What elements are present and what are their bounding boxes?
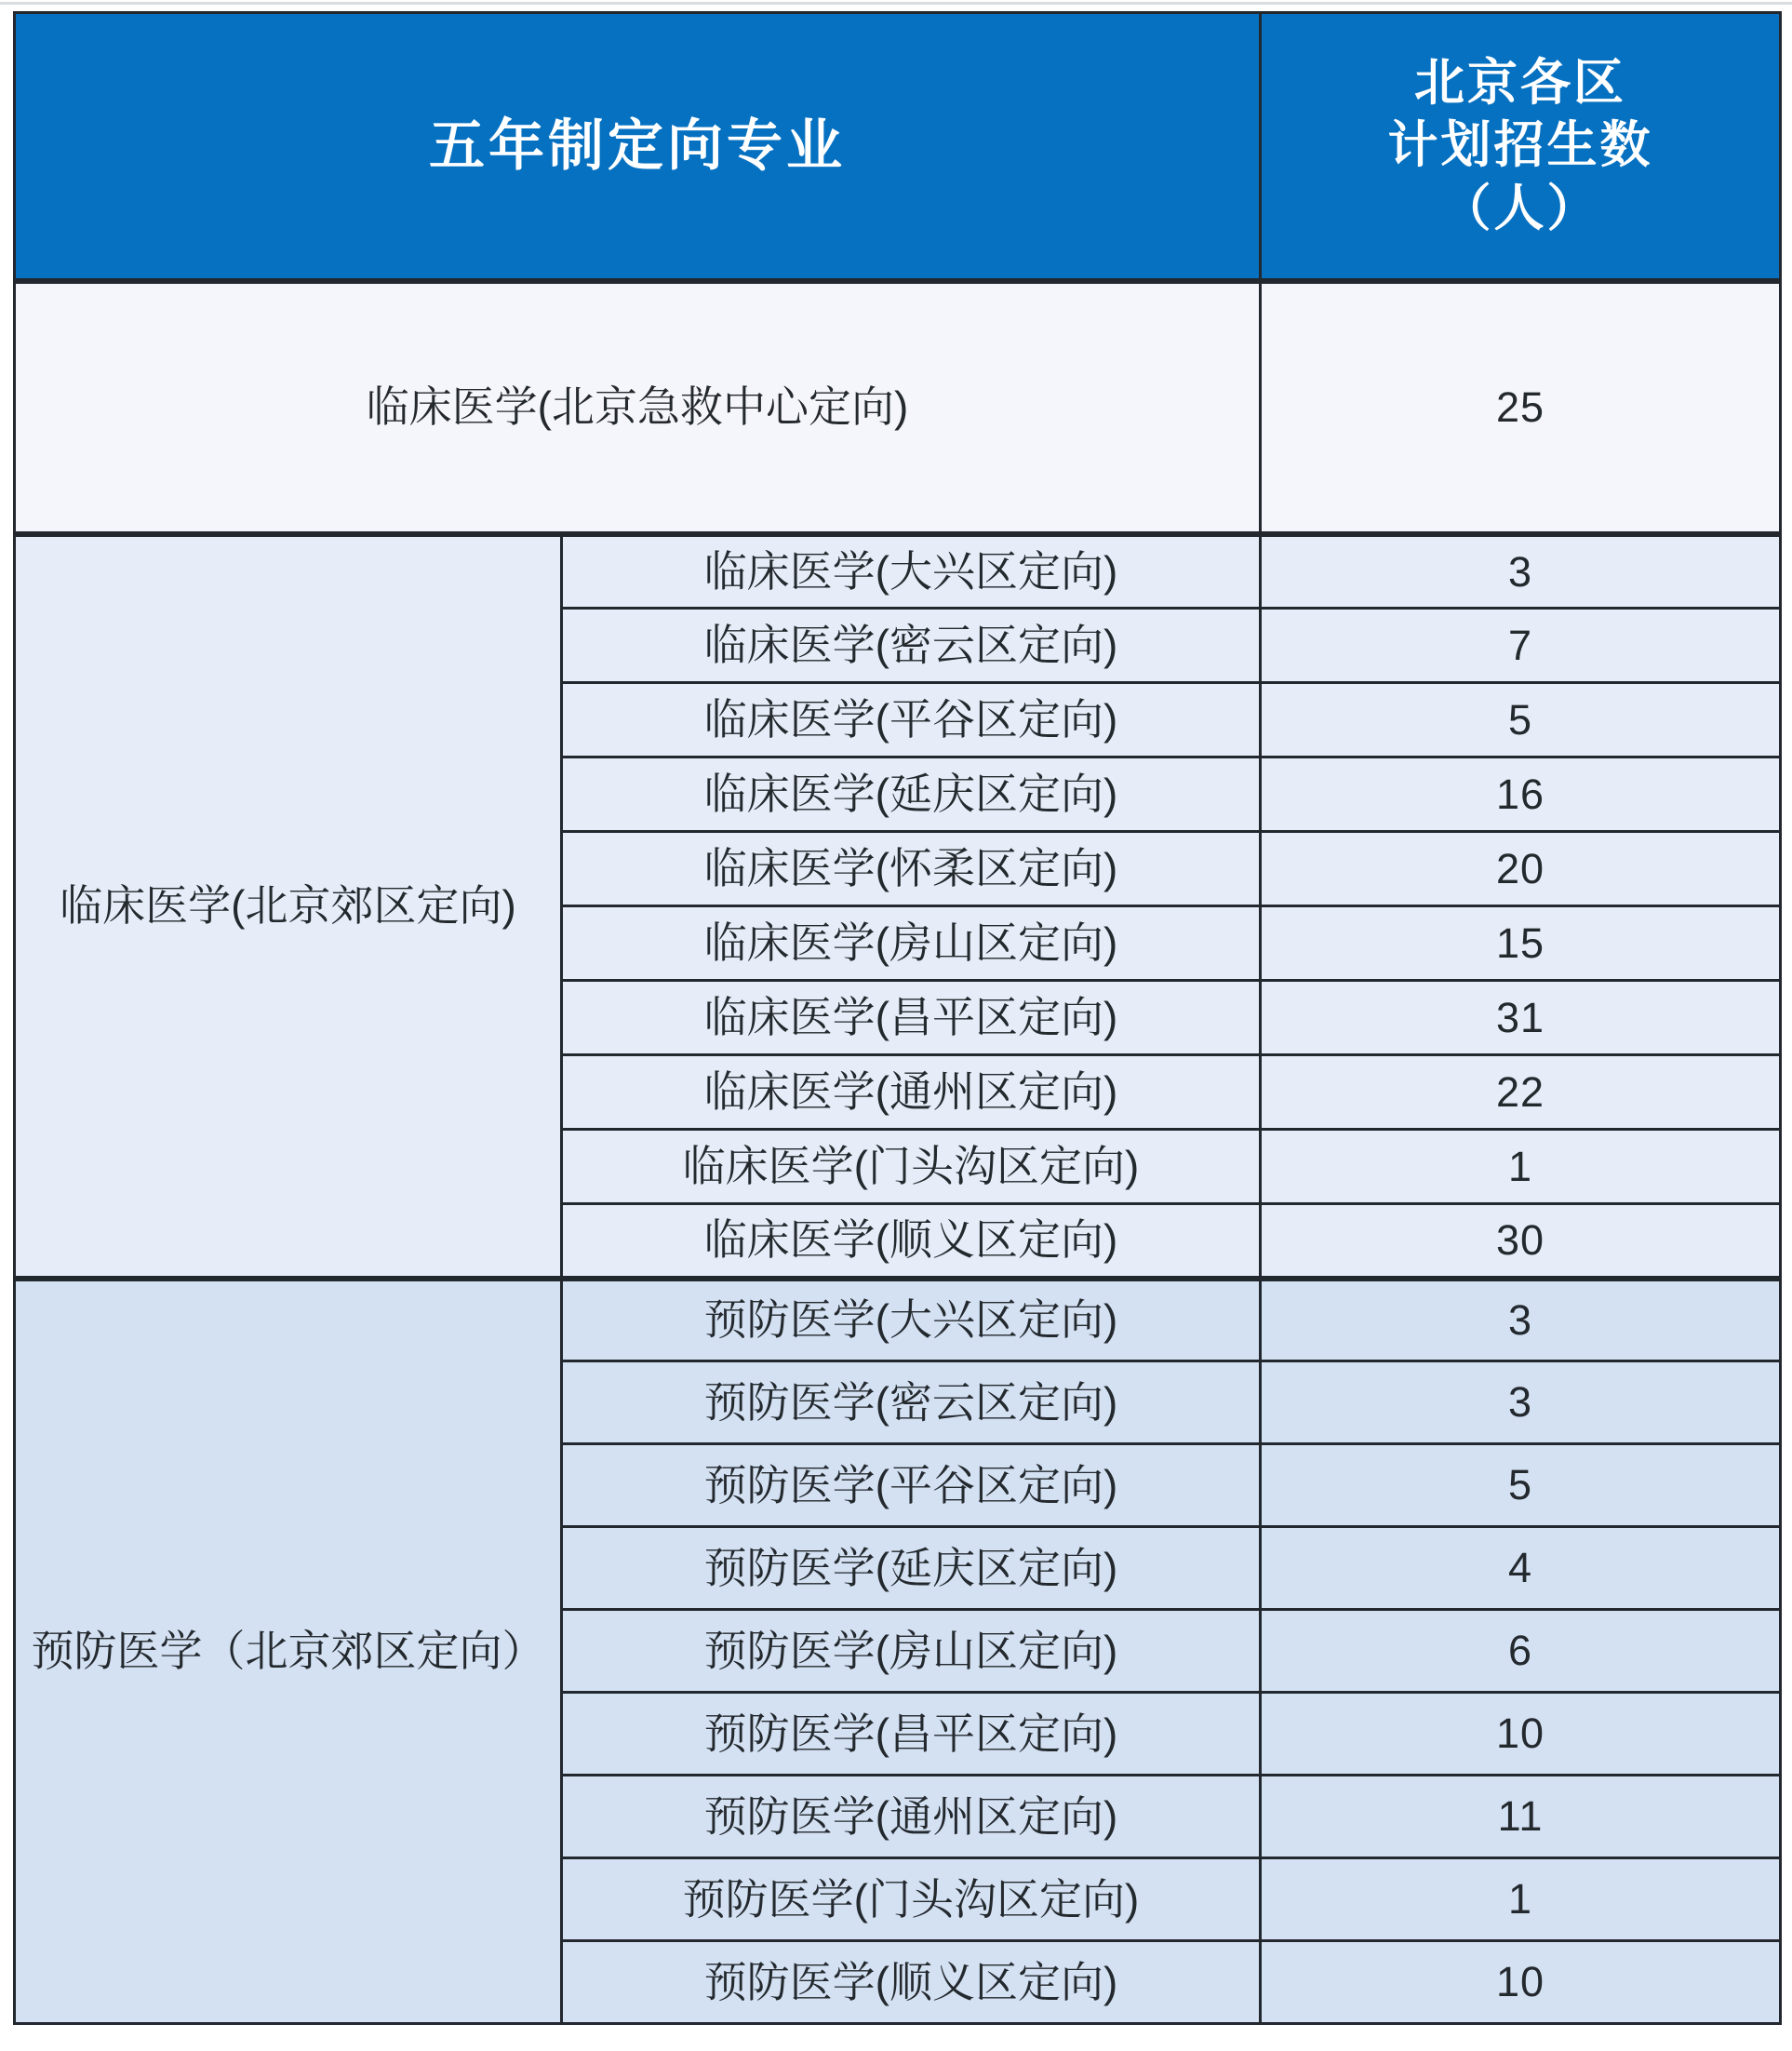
program-cell: 预防医学(昌平区定向) — [562, 1693, 1261, 1776]
program-cell: 临床医学(延庆区定向) — [562, 757, 1261, 832]
quota-cell: 10 — [1261, 1941, 1781, 2024]
program-cell: 临床医学(通州区定向) — [562, 1055, 1261, 1130]
quota-cell: 3 — [1261, 1361, 1781, 1444]
quota-cell: 1 — [1261, 1130, 1781, 1204]
group-label-preventive: 预防医学（北京郊区定向） — [15, 1279, 562, 2024]
program-cell: 预防医学(房山区定向) — [562, 1610, 1261, 1693]
program-cell: 临床医学(顺义区定向) — [562, 1204, 1261, 1279]
header-quota-line1: 北京各区 — [1414, 54, 1626, 111]
program-cell: 临床医学(昌平区定向) — [562, 981, 1261, 1055]
program-cell: 临床医学(大兴区定向) — [562, 534, 1261, 609]
header-program-cell — [15, 13, 1261, 281]
program-cell: 临床医学(密云区定向) — [562, 609, 1261, 683]
quota-cell: 7 — [1261, 609, 1781, 683]
program-cell: 预防医学(延庆区定向) — [562, 1527, 1261, 1610]
table-row — [15, 281, 1781, 534]
group-label-clinical: 临床医学(北京郊区定向) — [15, 534, 562, 1279]
quota-cell: 5 — [1261, 1444, 1781, 1527]
program-cell: 临床医学(怀柔区定向) — [562, 832, 1261, 906]
program-cell: 预防医学(顺义区定向) — [562, 1941, 1261, 2024]
program-cell: 预防医学(门头沟区定向) — [562, 1858, 1261, 1941]
quota-cell: 15 — [1261, 906, 1781, 981]
quota-cell: 11 — [1261, 1776, 1781, 1858]
program-cell: 临床医学(平谷区定向) — [562, 683, 1261, 757]
quota-cell: 25 — [1261, 281, 1781, 534]
quota-cell: 3 — [1261, 534, 1781, 609]
quota-cell: 1 — [1261, 1858, 1781, 1941]
table-header-row — [15, 13, 1781, 281]
quota-cell: 3 — [1261, 1279, 1781, 1361]
quota-cell: 30 — [1261, 1204, 1781, 1279]
program-cell: 预防医学(大兴区定向) — [562, 1279, 1261, 1361]
quota-cell: 16 — [1261, 757, 1781, 832]
program-cell: 预防医学(通州区定向) — [562, 1776, 1261, 1858]
quota-cell: 5 — [1261, 683, 1781, 757]
header-quota-line3: （人） — [1440, 180, 1600, 236]
quota-cell: 20 — [1261, 832, 1781, 906]
table-row — [15, 1279, 1781, 1361]
quota-cell: 4 — [1261, 1527, 1781, 1610]
program-cell: 预防医学(密云区定向) — [562, 1361, 1261, 1444]
header-quota-line2: 计划招生数 — [1387, 117, 1653, 173]
table-row — [15, 534, 1781, 609]
quota-cell: 10 — [1261, 1693, 1781, 1776]
header-program-label: 五年制定向专业 — [429, 114, 846, 178]
quota-cell: 6 — [1261, 1610, 1781, 1693]
enrollment-table — [13, 11, 1782, 2025]
quota-cell: 31 — [1261, 981, 1781, 1055]
program-cell: 预防医学(平谷区定向) — [562, 1444, 1261, 1527]
program-cell: 临床医学(门头沟区定向) — [562, 1130, 1261, 1204]
quota-cell: 22 — [1261, 1055, 1781, 1130]
top-hairline — [0, 2, 1792, 5]
program-cell: 临床医学(房山区定向) — [562, 906, 1261, 981]
program-cell: 临床医学(北京急救中心定向) — [15, 281, 1261, 534]
header-quota-cell — [1261, 13, 1781, 281]
